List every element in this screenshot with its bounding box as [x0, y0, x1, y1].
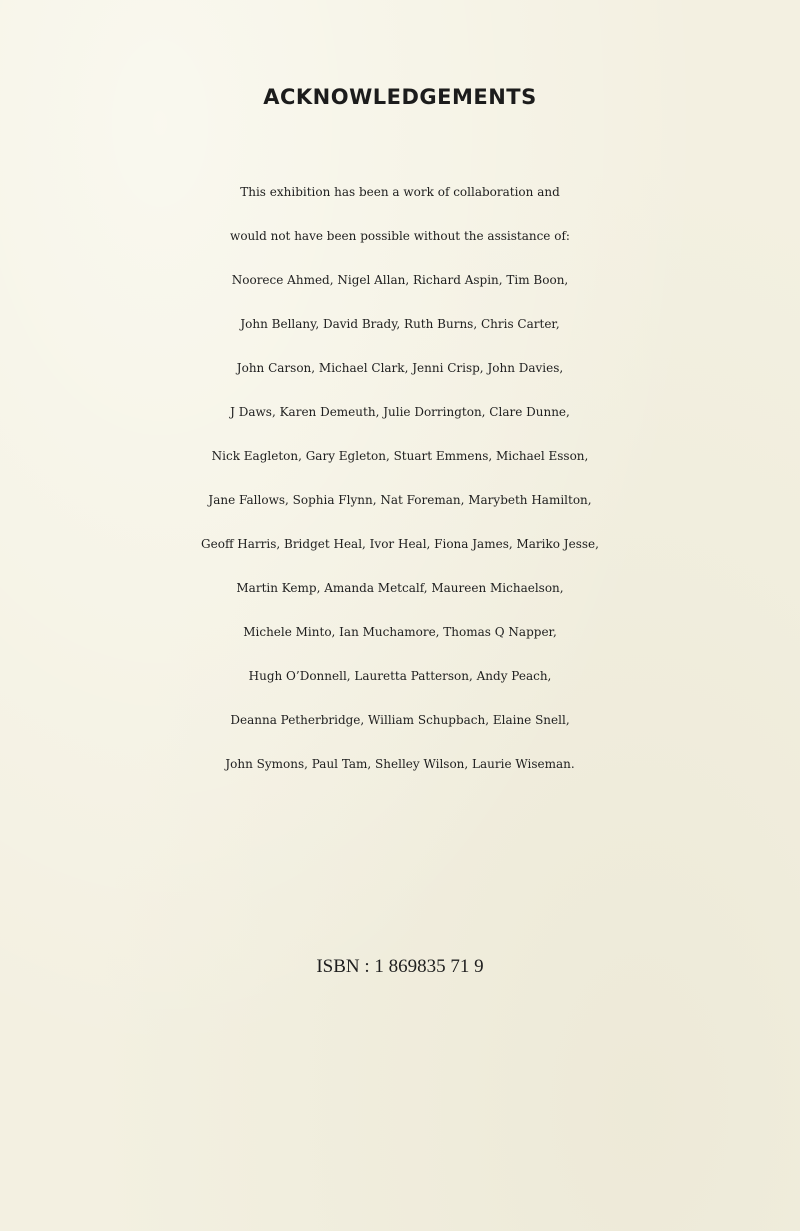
text-line: John Bellany, David Brady, Ruth Burns, Chris Carter, [240, 317, 560, 331]
text-line: Michele Minto, Ian Muchamore, Thomas Q Napper, [243, 625, 557, 639]
text-line: Hugh O’Donnell, Lauretta Patterson, Andy Peach, [248, 669, 552, 683]
text-line: Deanna Petherbridge, William Schupbach, Elaine Snell, [230, 713, 570, 727]
text-line: Nick Eagleton, Gary Egleton, Stuart Emmens, Michael Esson, [211, 449, 589, 463]
text-line: J Daws, Karen Demeuth, Julie Dorrington, Clare Dunne, [230, 405, 570, 419]
text-line: Geoff Harris, Bridget Heal, Ivor Heal, Fiona James, Mariko Jesse, [201, 537, 599, 551]
text-line: Noorece Ahmed, Nigel Allan, Richard Aspin, Tim Boon, [231, 273, 569, 287]
text-line: This exhibition has been a work of collaboration and [240, 185, 560, 199]
text-line: would not have been possible without the assistance of: [230, 229, 570, 243]
text-line: Martin Kemp, Amanda Metcalf, Maureen Michaelson, [236, 581, 564, 595]
acknowledgements-text [0, 170, 800, 786]
text-line: John Symons, Paul Tam, Shelley Wilson, Laurie Wiseman. [225, 757, 575, 771]
page-title: ACKNOWLEDGEMENTS [263, 85, 537, 109]
isbn-number: ISBN : 1 869835 71 9 [316, 956, 484, 977]
text-line: John Carson, Michael Clark, Jenni Crisp, John Davies, [236, 361, 564, 375]
text-line: Jane Fallows, Sophia Flynn, Nat Foreman, Marybeth Hamilton, [208, 493, 592, 507]
